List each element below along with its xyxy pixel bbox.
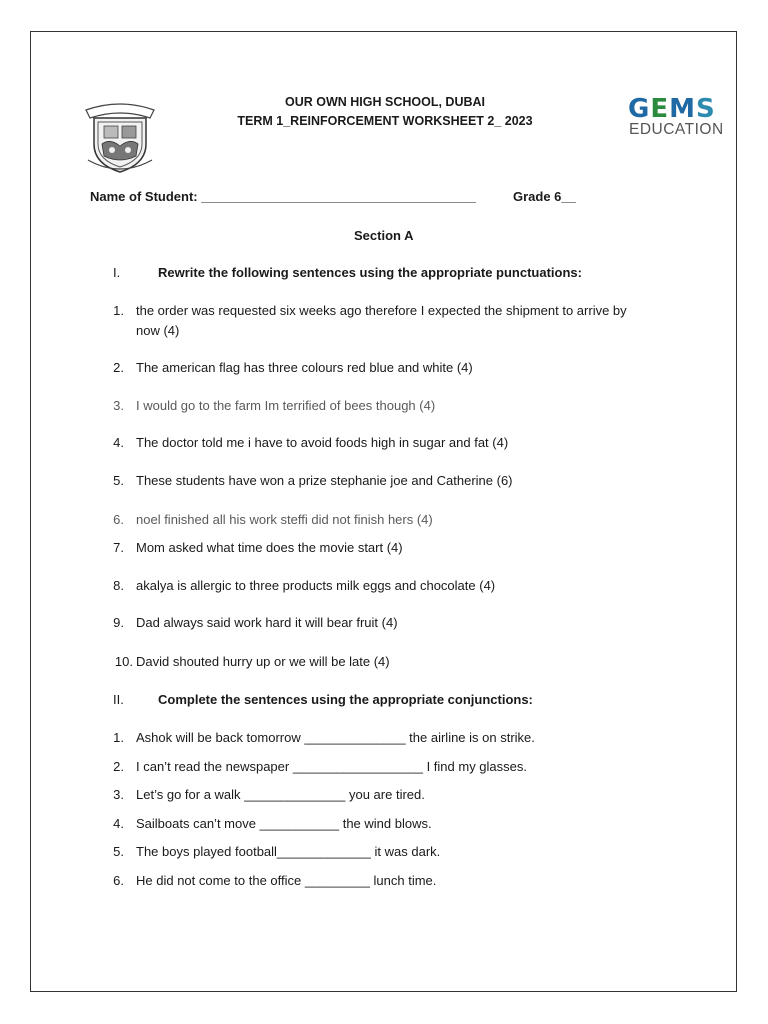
gems-education-logo <box>628 94 724 142</box>
part1-numeral: I. <box>113 265 121 280</box>
question-text: The american flag has three colours red blue and white (4) <box>136 360 473 375</box>
question-number: 3. <box>113 787 124 802</box>
question-text: I can’t read the newspaper __________________ I find my glasses. <box>136 759 527 774</box>
question-number: 10. <box>114 654 133 669</box>
question-text: Dad always said work hard it will bear fruit (4) <box>136 615 398 630</box>
worksheet-title: TERM 1_REINFORCEMENT WORKSHEET 2_ 2023 <box>237 114 533 128</box>
question-text: Ashok will be back tomorrow ______________ the airline is on strike. <box>136 730 535 745</box>
part2-instruction: Complete the sentences using the appropriate conjunctions: <box>158 692 533 707</box>
question-text-continued: now (4) <box>136 323 180 338</box>
question-number: 3. <box>113 398 124 413</box>
student-name-field: Name of Student: ______________________________________ <box>90 189 476 204</box>
question-text: He did not come to the office _________ lunch time. <box>136 873 437 888</box>
question-text: Sailboats can’t move ___________ the wind blows. <box>136 816 432 831</box>
section-title: Section A <box>354 228 414 243</box>
question-number: 1. <box>113 730 124 745</box>
question-number: 5. <box>113 473 124 488</box>
school-name: OUR OWN HIGH SCHOOL, DUBAI <box>285 95 485 109</box>
question-text: The boys played football_____________ it was dark. <box>136 844 441 859</box>
question-number: 1. <box>113 303 124 318</box>
gems-education-text: EDUCATION <box>629 121 724 138</box>
question-text: These students have won a prize stephanie joe and Catherine (6) <box>136 473 513 488</box>
question-text: I would go to the farm Im terrified of bees though (4) <box>136 398 436 413</box>
question-number: 6. <box>113 512 124 527</box>
question-number: 9. <box>113 615 124 630</box>
gems-wordmark: GEMS <box>628 94 716 124</box>
question-text: Mom asked what time does the movie start (4) <box>136 540 403 555</box>
question-text: noel finished all his work steffi did not finish hers (4) <box>136 512 433 527</box>
question-text: David shouted hurry up or we will be late (4) <box>136 654 390 669</box>
question-number: 4. <box>113 816 124 831</box>
question-number: 7. <box>113 540 124 555</box>
question-text: The doctor told me i have to avoid foods high in sugar and fat (4) <box>136 435 509 450</box>
question-number: 6. <box>113 873 124 888</box>
question-number: 2. <box>113 759 124 774</box>
question-number: 2. <box>113 360 124 375</box>
question-number: 5. <box>113 844 124 859</box>
part2-numeral: II. <box>113 692 124 707</box>
question-number: 4. <box>113 435 124 450</box>
question-text: Let’s go for a walk ______________ you are tired. <box>136 787 425 802</box>
grade-field: Grade 6__ <box>513 189 576 204</box>
question-text: akalya is allergic to three products milk eggs and chocolate (4) <box>136 578 496 593</box>
school-crest-logo <box>80 100 160 176</box>
part1-instruction: Rewrite the following sentences using the appropriate punctuations: <box>158 265 582 280</box>
question-text: the order was requested six weeks ago therefore I expected the shipment to arrive by <box>136 303 627 318</box>
question-number: 8. <box>113 578 124 593</box>
